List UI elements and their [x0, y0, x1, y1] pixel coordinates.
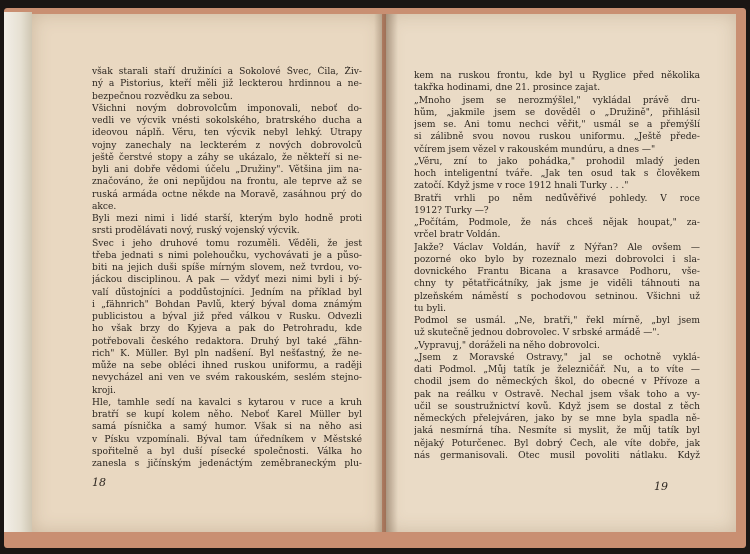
text-line: nějaký Poturčenec. Byl dobrý Čech, ale víte dobře, jak	[414, 438, 700, 449]
text-line: německých přelejváren, jako by se mne byla spadla ně-	[414, 414, 700, 424]
text-line: „Mnoho jsem se nerozmýšlel," vykládal právě dru-	[414, 95, 700, 106]
text-line: může na sebe obléci ihned ruskou uniformu, a raději	[92, 361, 362, 371]
text-line: kem na ruskou frontu, kde byl u Ryglice před několika	[414, 71, 700, 81]
text-line: hoch inteligentní tváře. „Jak ten osud tak s člověkem	[414, 169, 700, 179]
left-page-text	[92, 66, 362, 470]
text-line: jsem se. Ani tomu nechci věřit," usmál se a přemýšlí	[414, 120, 700, 130]
text-line: včírem jsem vězel v rakouském mundúru, a dnes —"	[414, 144, 656, 155]
text-line: si zálibně svou novou ruskou uniformu. „Ještě přede-	[414, 132, 700, 143]
text-line: publicistou a býval již před válkou v Rusku. Odvezli	[92, 312, 362, 322]
text-line: ruská armáda octne někde na Moravě, zasáhnou prý do	[92, 189, 362, 200]
text-line: srsti prodělávati nový, ruský vojenský výcvik.	[92, 226, 300, 237]
text-line: ný a Pistorius, kteří měli již leckterou hrdinnou a ne-	[92, 79, 362, 90]
text-line: ještě čerstvé stopy a záhy se ukázalo, že někteří si ne-	[92, 152, 362, 163]
text-line: jaká nesmírná tíha. Nesmíte si myslit, že můj tatík byl	[414, 426, 700, 437]
text-line: však starali staří družiníci a Sokolové Švec, Čila, Živ-	[92, 67, 362, 77]
binding-strip	[4, 12, 32, 532]
text-line: Byli mezi nimi i lidé starší, kterým bylo hodně proti	[92, 214, 362, 224]
text-line: „Počítám, Podmole, že nás chceš nějak houpat," za-	[414, 218, 700, 228]
text-line: už skutečně jednou dobrovolec. V srbské armádě —".	[414, 328, 660, 339]
text-line: ideovou náplň. Věru, ten výcvik nebyl lehký. Útrapy	[92, 128, 362, 139]
text-line: Švec i jeho druhové tomu rozuměli. Věděli, že jest	[92, 238, 362, 249]
text-line: chodil jsem do německých škol, do obecné v Přívoze a	[414, 377, 700, 388]
text-line: Jakže? Václav Voldán, havíř z Nýřan? Ale ovšem —	[414, 242, 700, 253]
text-line: ho však brzy do Kyjeva a pak do Petrohradu, kde	[92, 324, 362, 335]
text-line: dovnického Frantu Bicana a krasavce Podhoru, vše-	[414, 267, 700, 277]
spine-shadow	[374, 14, 398, 532]
text-line: Hle, tamhle sedí na kavalci s kytarou v ruce a kruh	[92, 397, 362, 408]
text-line: třeba jednati s nimi polehoučku, vychovávati je a půso-	[92, 250, 362, 261]
text-line: v Písku vzpomínali. Býval tam úředníkem v Městské	[92, 434, 362, 445]
text-line: „Jsem z Moravské Ostravy," jal se ochotně vyklá-	[414, 352, 700, 363]
text-line: takřka hodinami, dne 21. prosince zajat.	[414, 83, 601, 94]
text-line: Podmol se usmál. „Ne, bratři," řekl mírně, „byl jsem	[414, 316, 700, 326]
text-line: hům, „jakmile jsem se dověděl o „Družině", přihlásil	[414, 107, 700, 118]
text-line: „Vypravuj," doráželi na něho dobrovolci.	[414, 340, 600, 351]
text-line: „Věru, zní to jako pohádka," prohodil mladý jeden	[414, 156, 700, 167]
text-line: dati Podmol. „Můj tatík je železničář. Nu, a to víte —	[414, 365, 700, 375]
text-line: Bratři vrhli po něm nedůvěřivé pohledy. V roce	[414, 193, 700, 204]
text-line: biti na jejich duši spíše mírným slovem, než tvrdou, vo-	[92, 263, 362, 273]
text-line: pozorné oko bylo by rozeznalo mezi dobrovolci i sla-	[414, 254, 700, 265]
text-line: značováno, že oni nepůjdou na frontu, ale teprve až se	[92, 177, 362, 188]
text-line: rich" K. Müller. Byl pln nadšení. Byl nešťastný, že ne-	[92, 348, 362, 359]
text-line: vedli ve výcvik vnésti sokolského, bratrského ducha a	[92, 116, 362, 126]
text-line: valí důstojníci a poddůstojníci. Jedním na příklad byl	[92, 287, 362, 298]
text-line: vrčel bratr Voldán.	[414, 230, 501, 241]
text-line: bezpečnou rozvědku za sebou.	[92, 91, 233, 102]
text-line: Všichni novým dobrovolcům imponovali, neboť do-	[92, 103, 362, 114]
text-line: vojny zanechaly na leckterém z nových dobrovolců	[92, 140, 362, 151]
text-line: učil se soustružnictví kovů. Když jsem se dostal z těch	[414, 401, 700, 412]
text-line: nás germanisovali. Otec musil povoliti nátlaku. Když	[414, 450, 700, 461]
text-line: tu byli.	[414, 303, 447, 314]
text-line: jáckou disciplinou. A pak — vždyť mezi nimi byli i bý-	[92, 275, 362, 286]
text-line: potřebovali českého redaktora. Druhý byl také „fähn-	[92, 336, 362, 347]
text-line: byli ani dobře vědomi účelu „Družiny". Většina jim na-	[92, 165, 362, 175]
text-line: pak na reálku v Ostravě. Nechal jsem však toho a vy-	[414, 389, 700, 400]
right-page-number: 19	[654, 480, 668, 493]
text-line: nevycházel ani ven ve svém rakouském, seslém stejno-	[92, 373, 362, 384]
text-line: 1912? Turky —?	[414, 205, 489, 216]
left-page-number: 18	[92, 476, 106, 489]
text-line: zatočí. Když jsme v roce 1912 hnali Turky . . ."	[414, 181, 629, 192]
left-page	[32, 14, 382, 532]
right-page-text	[414, 70, 700, 462]
text-line: kroji.	[92, 385, 116, 396]
text-line: samá písnička a samý humor. Však si na něho asi	[92, 422, 362, 433]
text-line: bratří se kupí kolem něho. Neboť Karel Müller byl	[92, 410, 362, 420]
text-line: spořitelně a byl duší písecké společnosti. Válka ho	[92, 446, 362, 457]
text-line: akce.	[92, 201, 117, 212]
right-page	[386, 14, 736, 532]
text-line: plzeňském náměstí s pochodovou setninou. Všichni už	[414, 291, 700, 302]
text-line: chny ty pětatřicátníky, jak jsme je viděli táhnouti na	[414, 279, 700, 290]
text-line: zanesla s jičínským jedenáctým zeměbraneckým plu-	[92, 459, 362, 469]
text-line: i „fähnrich" Bohdan Pavlů, který býval doma známým	[92, 299, 362, 310]
